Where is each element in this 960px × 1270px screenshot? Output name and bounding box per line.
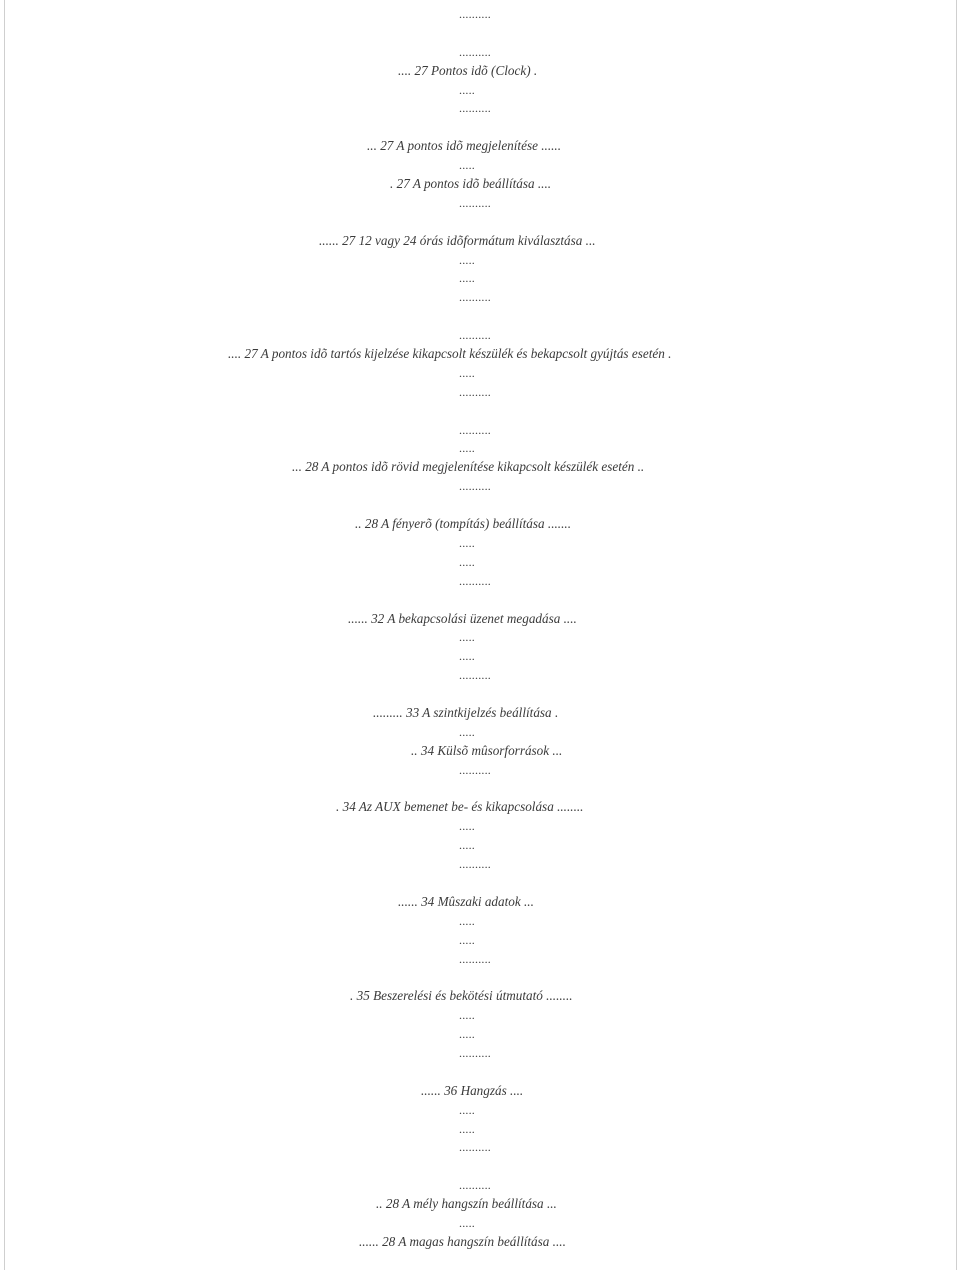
dot-leader: .......... [459,290,491,305]
toc-entry: ...... 28 A magas hangszín beállítása .... [359,1233,566,1249]
dot-leader: .......... [459,384,491,399]
dot-leader: ..... [459,630,475,645]
blank-line [0,1157,960,1176]
dot-leader: .......... [459,951,491,966]
dot-leader: ..... [459,913,475,928]
dot-leader: ..... [459,252,475,267]
dot-leader: .......... [459,195,491,210]
dot-leader: ..... [459,649,475,664]
blank-line [0,402,960,421]
toc-entry: . 34 Az AUX bemenet be- és kikapcsolása ........ [336,799,584,815]
toc-entry: .... 27 Pontos idõ (Clock) . [398,62,538,78]
dot-leader: .......... [459,573,491,588]
blank-line [0,685,960,704]
toc-entry: ...... 34 Mûszaki adatok ... [398,893,534,909]
dot-leader: .......... [459,1140,491,1155]
toc-entry: ... 28 A pontos idõ rövid megjelenítése kikapcsolt készülék esetén .. [292,459,645,475]
dot-leader: ..... [459,1216,475,1230]
blank-line [0,213,960,232]
dot-leader: ..... [459,82,475,97]
toc-entry: ...... 36 Hangzás .... [421,1082,524,1098]
dot-leader: .......... [459,101,491,116]
table-of-contents [0,5,960,1252]
dot-leader: .......... [459,44,491,59]
dot-leader: .......... [459,857,491,872]
blank-line [0,874,960,893]
dot-leader: .......... [459,7,491,21]
dot-leader: ..... [459,838,475,853]
dot-leader: ..... [459,158,475,173]
dot-leader: ..... [459,932,475,947]
dot-leader: ..... [459,271,475,286]
blank-line [0,968,960,987]
dot-leader: .......... [459,762,491,777]
dot-leader: .......... [459,668,491,683]
toc-entry: . 35 Beszerelési és bekötési útmutató ........ [350,988,573,1004]
toc-entry: ......... 33 A szintkijelzés beállítása . [373,704,559,720]
blank-line [0,496,960,515]
blank-line [0,1063,960,1082]
dot-leader: ..... [459,554,475,569]
blank-line [0,24,960,43]
dot-leader: ..... [459,724,475,739]
toc-entry: ... 27 A pontos idõ megjelenítése ...... [367,138,562,154]
blank-line [0,591,960,610]
toc-entry: .. 34 Külsõ mûsorforrások ... [411,742,563,758]
toc-entry: ...... 27 12 vagy 24 órás idõformátum kiválasztása ... [319,232,596,248]
toc-entry: . 27 A pontos idõ beállítása .... [390,176,552,192]
blank-line [0,307,960,326]
dot-leader: ..... [459,1102,475,1117]
toc-entry: .. 28 A fényerõ (tompítás) beállítása ....... [355,516,571,532]
dot-leader: ..... [459,819,475,834]
dot-leader: ..... [459,441,475,456]
toc-entry: .. 28 A mély hangszín beállítása ... [376,1196,557,1212]
dot-leader: ..... [459,1027,475,1042]
dot-leader: .......... [459,422,491,437]
dot-leader: ..... [459,1008,475,1023]
blank-line [0,118,960,137]
toc-entry: .... 27 A pontos idõ tartós kijelzése kikapcsolt készülék és bekapcsolt gyújtás esetén . [228,346,672,362]
dot-leader: ..... [459,365,475,380]
dot-leader: .......... [459,328,491,343]
dot-leader: ..... [459,535,475,550]
toc-entry: ...... 32 A bekapcsolási üzenet megadása .... [348,610,577,626]
blank-line [0,780,960,799]
dot-leader: ..... [459,1121,475,1136]
dot-leader: .......... [459,1045,491,1060]
dot-leader: .......... [459,1178,491,1193]
dot-leader: .......... [459,479,491,494]
